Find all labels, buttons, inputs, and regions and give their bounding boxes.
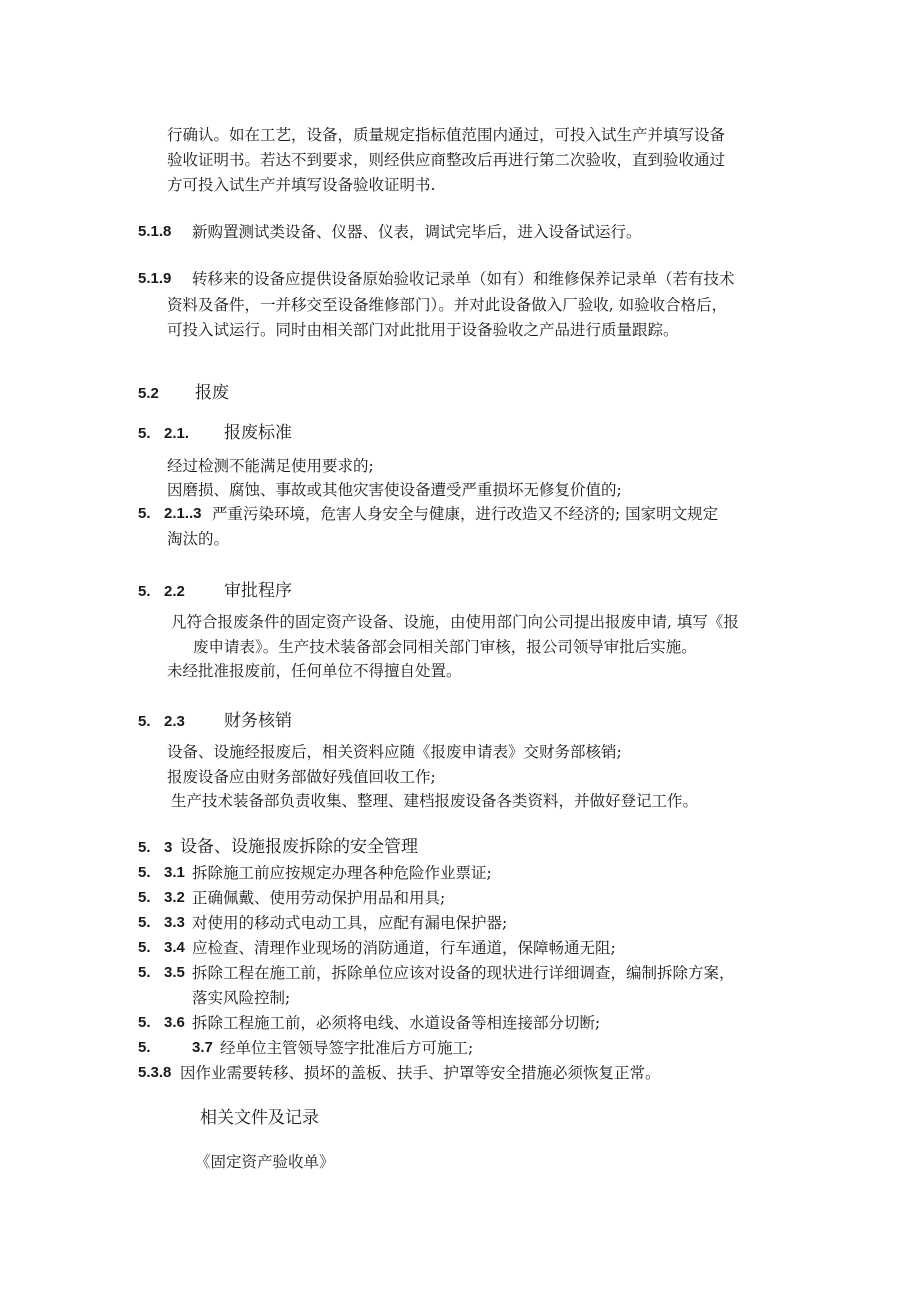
item-533-text: 对使用的移动式电动工具，应配有漏电保护器; <box>192 914 508 932</box>
item-535-text: 拆除工程在施工前，拆除单位应该对设备的现状进行详细调查，编制拆除方案， <box>192 964 735 982</box>
item-537-number-b: 3.7 <box>192 1039 213 1056</box>
item-535-number-a: 5. <box>138 964 151 981</box>
section-52-title: 报废 <box>195 383 229 403</box>
section-518-number: 5.1.8 <box>138 223 172 240</box>
section-521-number-b: 2.1. <box>164 425 190 442</box>
section-523-number-b: 2.3 <box>164 713 185 730</box>
section-522-title: 审批程序 <box>224 581 292 601</box>
item-534-text: 应检查、清理作业现场的消防通道，行车通道，保障畅通无阻; <box>192 939 616 957</box>
item-536-text: 拆除工程施工前，必须将电线、水道设备等相连接部分切断; <box>192 1014 601 1032</box>
item-532-text: 正确佩戴、使用劳动保护用品和用具; <box>192 889 446 907</box>
section-53-number-b: 3 <box>164 839 173 856</box>
section-519-line-3: 可投入试运行。同时由相关部门对此批用于设备验收之产品进行质量跟踪。 <box>167 321 679 339</box>
item-535-number-b: 3.5 <box>164 964 185 981</box>
section-522-line-2: 废申请表》。生产技术装备部会同相关部门审核，报公司领导审批后实施。 <box>193 638 697 656</box>
section-523-number-a: 5. <box>138 713 151 730</box>
section-519-line-2: 资料及备件，一并移交至设备维修部门）。并对此设备做入厂验收, 如验收合格后， <box>167 296 728 314</box>
section-523-line-3: 生产技术装备部负责收集、整理、建档报废设备各类资料，并做好登记工作。 <box>171 792 699 810</box>
item-531-number-a: 5. <box>138 864 151 881</box>
section-5213-number-b: 2.1..3 <box>164 505 202 522</box>
item-531-text: 拆除施工前应按规定办理各种危险作业票证; <box>192 864 492 882</box>
section-519-line-1: 转移来的设备应提供设备原始验收记录单（如有）和维修保养记录单（若有技术 <box>192 270 735 288</box>
item-536-number-b: 3.6 <box>164 1014 185 1031</box>
section-522-number-b: 2.2 <box>164 583 185 600</box>
section-522-line-3: 未经批准报废前，任何单位不得擅自处置。 <box>167 662 462 680</box>
intro-line-1: 行确认。如在工艺，设备，质量规定指标值范围内通过，可投入试生产并填写设备 <box>167 126 726 144</box>
item-535-continuation: 落实风险控制; <box>192 989 291 1007</box>
section-518-text: 新购置测试类设备、仪器、仪表，调试完毕后，进入设备试运行。 <box>192 223 642 241</box>
section-522-line-1: 凡符合报废条件的固定资产设备、设施，由使用部门向公司提出报废申请, 填写《报 <box>171 613 739 631</box>
section-52-number: 5.2 <box>138 385 159 402</box>
section-53-number-a: 5. <box>138 839 151 856</box>
item-537-number-a: 5. <box>138 1039 151 1056</box>
item-534-number-b: 3.4 <box>164 939 185 956</box>
section-521-line-4: 淘汰的。 <box>167 530 230 548</box>
item-537-text: 经单位主管领导签字批准后方可施工; <box>220 1039 474 1057</box>
related-title: 相关文件及记录 <box>200 1108 319 1128</box>
item-536-number-a: 5. <box>138 1014 151 1031</box>
section-521-title: 报废标准 <box>224 423 292 443</box>
section-523-line-2: 报废设备应由财务部做好残值回收工作; <box>167 768 436 786</box>
intro-line-3: 方可投入试生产并填写设备验收证明书. <box>167 176 436 194</box>
section-521-line-3: 严重污染环境，危害人身安全与健康，进行改造又不经济的; 国家明文规定 <box>212 505 719 523</box>
section-53-title: 设备、设施报废拆除的安全管理 <box>180 837 418 857</box>
section-522-number-a: 5. <box>138 583 151 600</box>
section-523-line-1: 设备、设施经报废后，相关资料应随《报废申请表》交财务部核销; <box>167 743 622 761</box>
section-5213-number-a: 5. <box>138 505 151 522</box>
section-521-line-1: 经过检测不能满足使用要求的; <box>167 457 374 475</box>
related-doc: 《固定资产验收单》 <box>195 1153 335 1171</box>
item-538-text: 因作业需要转移、损坏的盖板、扶手、护罩等安全措施必须恢复正常。 <box>180 1064 661 1082</box>
item-534-number-a: 5. <box>138 939 151 956</box>
section-523-title: 财务核销 <box>224 711 292 731</box>
section-519-number: 5.1.9 <box>138 270 172 287</box>
item-532-number-b: 3.2 <box>164 889 185 906</box>
item-532-number-a: 5. <box>138 889 151 906</box>
section-521-line-2: 因磨损、腐蚀、事故或其他灾害使设备遭受严重损坏无修复价值的; <box>167 481 622 499</box>
intro-line-2: 验收证明书。若达不到要求，则经供应商整改后再进行第二次验收，直到验收通过 <box>167 151 726 169</box>
item-538-number: 5.3.8 <box>138 1064 172 1081</box>
section-521-number-a: 5. <box>138 425 151 442</box>
item-531-number-b: 3.1 <box>164 864 185 881</box>
item-533-number-a: 5. <box>138 914 151 931</box>
item-533-number-b: 3.3 <box>164 914 185 931</box>
